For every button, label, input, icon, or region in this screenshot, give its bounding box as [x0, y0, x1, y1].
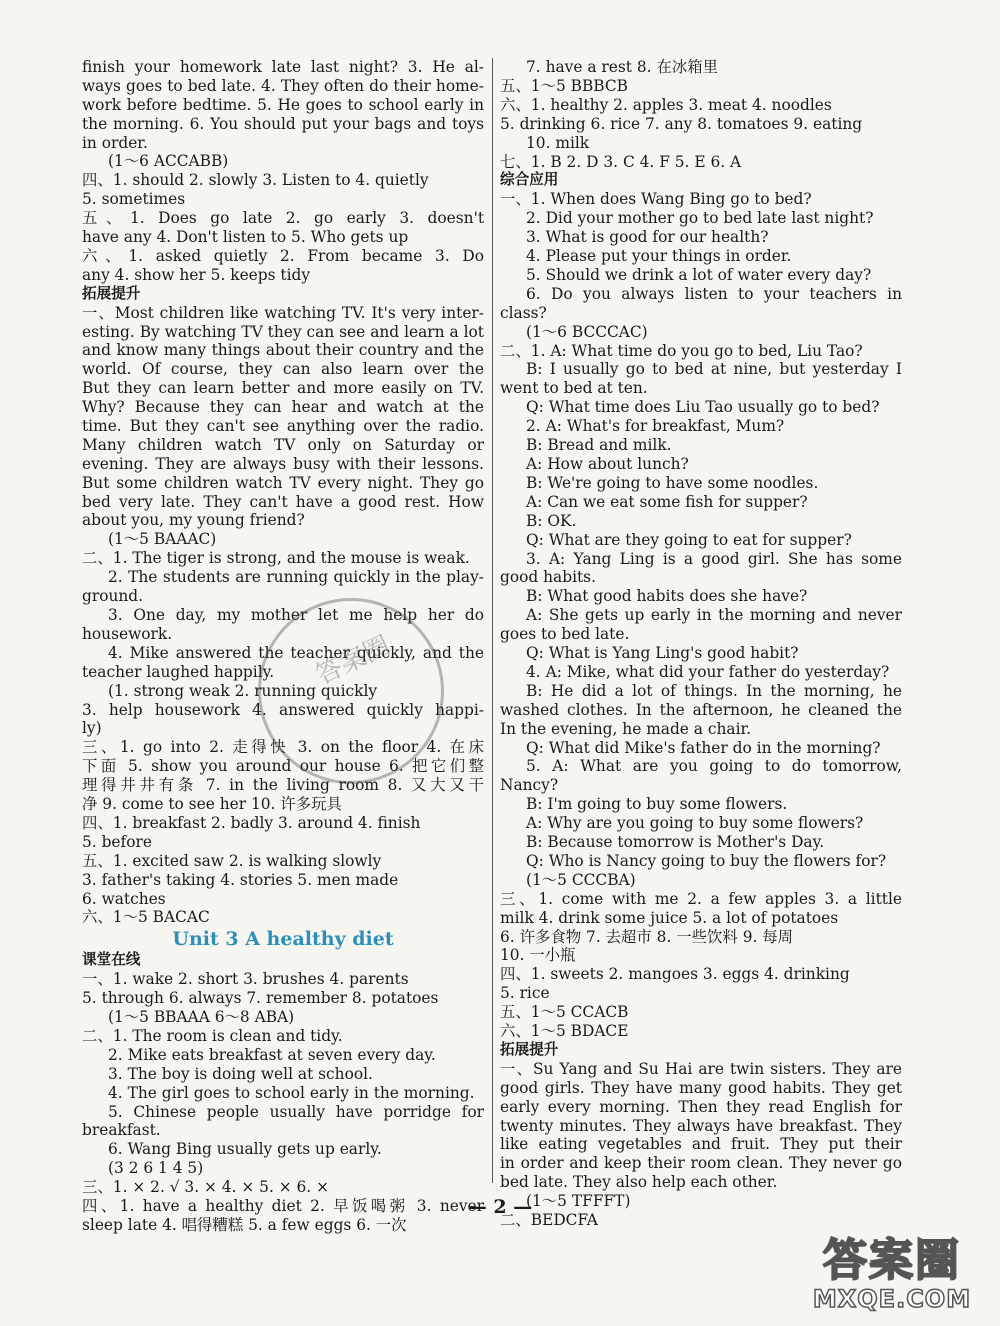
answer-line: 5. drinking 6. rice 7. any 8. tomatoes 9. eating — [500, 114, 863, 133]
answer-line: 五、1～5 CCACB — [500, 1003, 629, 1022]
answer-line: bed very late. They can't have a good rest. How — [82, 492, 484, 511]
answer-line: 6. Do you always listen to your teachers in — [526, 284, 902, 303]
answer-line: breakfast. — [82, 1121, 161, 1140]
answer-line: 七、1. B 2. D 3. C 4. F 5. E 6. A — [500, 152, 742, 171]
answer-line: A: Why are you going to buy some flowers? — [526, 814, 864, 833]
unit-title: Unit 3 A healthy diet — [172, 928, 394, 951]
answer-line: 3. One day, my mother let me help her do — [108, 606, 484, 624]
answer-line: (1～5 TFFFT) — [526, 1192, 631, 1211]
answer-line: 5. before — [82, 832, 152, 851]
answer-line: 五、1. Does go late 2. go early 3. doesn't — [82, 209, 484, 228]
answer-line: 六、1～5 BDACE — [500, 1022, 629, 1041]
answer-line: 六、1. healthy 2. apples 3. meat 4. noodles — [500, 95, 832, 114]
answer-line: (1～5 BAAAC) — [108, 530, 217, 549]
answer-line: (1. strong weak 2. running quickly — [108, 681, 378, 700]
answer-line: 6. 许多食物 7. 去超市 8. 一些饮料 9. 每周 — [500, 927, 794, 946]
section-heading: 综合应用 — [500, 171, 559, 189]
answer-line: 2. Mike eats breakfast at seven every day. — [108, 1045, 436, 1064]
answer-line: finish your homework late last night? 3. He al- — [82, 58, 484, 76]
answer-line: in order. — [82, 133, 148, 152]
answer-line: A: Can we eat some fish for supper? — [526, 492, 808, 511]
answer-line: bed late. They also help each other. — [500, 1173, 778, 1192]
answer-line: Q: What is Yang Ling's good habit? — [526, 644, 799, 663]
stamp-text: 答案圈 — [311, 630, 395, 691]
answer-line: 三、1. go into 2. 走得快 3. on the floor 4. 在床 — [82, 738, 484, 757]
answer-line: Q: What did Mike's father do in the morning? — [526, 738, 881, 757]
answer-line: (3 2 6 1 4 5) — [108, 1159, 204, 1178]
answer-line: 3. A: Yang Ling is a good girl. She has some — [526, 549, 902, 568]
answer-line: 3. The boy is doing well at school. — [108, 1064, 373, 1083]
answer-line: housework. — [82, 624, 173, 643]
section-heading: 拓展提升 — [500, 1041, 559, 1058]
answer-line: A: How about lunch? — [526, 455, 689, 473]
answer-line: 3. What is good for our health? — [526, 228, 769, 247]
answer-line: ground. — [82, 587, 144, 606]
answer-line: 四、1. should 2. slowly 3. Listen to 4. quietly — [82, 171, 429, 190]
answer-line: 四、1. have a healthy diet 2. 早饭喝粥 3. never — [82, 1197, 484, 1216]
answer-line: good girls. They have many good habits. They get — [500, 1078, 902, 1097]
answer-line: and know many things about their country and the — [82, 341, 484, 360]
answer-line: Q: Who is Nancy going to buy the flowers for? — [526, 851, 887, 870]
answer-line: 一、Most children like watching TV. It's very inter- — [82, 303, 484, 322]
answer-line: 5. sometimes — [82, 190, 186, 209]
page-number: — 2 — — [467, 1196, 533, 1218]
answer-line: In the evening, he made a chair. — [500, 719, 752, 738]
column-divider — [492, 58, 493, 1183]
answer-line: in order and keep their room clean. They never go — [500, 1154, 902, 1173]
answer-line: went to bed at ten. — [500, 379, 648, 398]
answer-line: 4. Mike answered the teacher quickly, and the — [108, 643, 484, 662]
watermark-main: 答案圈 — [823, 1235, 961, 1286]
answer-line: But some children watch TV every night. They go — [82, 473, 484, 492]
answer-line: teacher laughed happily. — [82, 662, 275, 681]
answer-line: good habits. — [500, 568, 596, 587]
answer-line: 3. help housework 4. answered quickly happi- — [82, 700, 484, 719]
answer-line: 一、1. wake 2. short 3. brushes 4. parents — [82, 970, 409, 989]
answer-line: class? — [500, 303, 547, 322]
answer-line: sleep late 4. 唱得糟糕 5. a few eggs 6. 一次 — [82, 1215, 407, 1234]
answer-line: 下面 5. show you around our house 6. 把它们整 — [82, 757, 484, 776]
answer-line: (1～5 BBAAA 6～8 ABA) — [108, 1008, 295, 1027]
answer-line: (1～6 ACCABB) — [108, 152, 229, 171]
answer-line: B: Bread and milk. — [526, 436, 672, 455]
answer-line: 净 9. come to see her 10. 许多玩具 — [82, 794, 342, 813]
answer-line: time. But they can't see anything over the radio. — [82, 417, 484, 436]
answer-line: about you, my young friend? — [82, 511, 305, 530]
answer-line: 五、1. excited saw 2. is walking slowly — [82, 851, 382, 870]
answer-line: 5. Chinese people usually have porridge for — [108, 1102, 484, 1121]
answer-line: (1～5 CCCBA) — [526, 870, 636, 889]
answer-line: 二、BEDCFA — [500, 1211, 598, 1230]
answer-line: B: What good habits does she have? — [526, 587, 808, 606]
answer-line: ly) — [82, 719, 102, 738]
answer-line: the morning. 6. You should put your bags and toys — [82, 114, 484, 133]
answer-line: B: OK. — [526, 511, 577, 530]
answer-line: 5. Should we drink a lot of water every day? — [526, 265, 872, 284]
answer-line: goes to bed late. — [500, 625, 630, 644]
answer-line: 7. have a rest 8. 在冰箱里 — [526, 58, 719, 76]
answer-line: milk 4. drink some juice 5. a lot of potatoes — [500, 908, 839, 927]
section-heading: 拓展提升 — [82, 284, 141, 302]
answer-line: 三、1. come with me 2. a few apples 3. a little — [500, 889, 902, 908]
answer-line: 一、1. When does Wang Bing go to bed? — [500, 190, 812, 209]
answer-line: evening. They are always busy with their lessons. — [82, 454, 484, 473]
answer-line: 二、1. The room is clean and tidy. — [82, 1026, 343, 1045]
answer-line: like eating vegetables and fruit. They put their — [500, 1135, 902, 1154]
answer-line: ways goes to bed late. 4. They often do their home- — [82, 76, 484, 95]
answer-line: 5. through 6. always 7. remember 8. potatoes — [82, 989, 439, 1008]
answer-line: 6. Wang Bing usually gets up early. — [108, 1140, 382, 1159]
answer-line: work before bedtime. 5. He goes to school early in — [82, 95, 484, 114]
answer-line: 二、1. The tiger is strong, and the mouse is weak. — [82, 549, 470, 568]
answer-line: B: Because tomorrow is Mother's Day. — [526, 833, 825, 852]
answer-line: B: We're going to have some noodles. — [526, 473, 819, 492]
watermark-sub: MXQE.COM — [812, 1285, 972, 1313]
answer-line: 5. A: What are you going to do tomorrow, — [526, 757, 902, 776]
answer-line: B: He did a lot of things. In the morning, he — [526, 681, 902, 700]
answer-line: early every morning. Then they read English for — [500, 1097, 902, 1116]
answer-line: 10. 一小瓶 — [500, 946, 576, 965]
answer-line: 五、1～5 BBBCB — [500, 76, 628, 95]
answer-line: Q: What time does Liu Tao usually go to bed? — [526, 398, 880, 417]
answer-line: 3. father's taking 4. stories 5. men made — [82, 870, 399, 889]
answer-line: Nancy? — [500, 776, 559, 795]
answer-line: 6. watches — [82, 889, 166, 908]
answer-line: any 4. show her 5. keeps tidy — [82, 265, 311, 284]
answer-line: But they can learn better and more easily on TV. — [82, 379, 484, 398]
answer-line: world. Of course, they can also learn over the — [82, 360, 484, 379]
answer-line: have any 4. Don't listen to 5. Who gets up — [82, 228, 409, 247]
answer-line: 六、1. asked quietly 2. From became 3. Do — [82, 246, 484, 265]
answer-line: 5. rice — [500, 984, 550, 1003]
answer-line: 三、1. × 2. √ 3. × 4. × 5. × 6. × — [82, 1178, 329, 1197]
answer-line: A: She gets up early in the morning and never — [526, 606, 902, 625]
answer-line: (1～6 BCCCAC) — [526, 322, 648, 341]
answer-line: 2. A: What's for breakfast, Mum? — [526, 417, 785, 436]
answer-line: B: I'm going to buy some flowers. — [526, 795, 788, 814]
answer-line: Many children watch TV only on Saturday or — [82, 435, 484, 454]
answer-line: 四、1. breakfast 2. badly 3. around 4. finish — [82, 813, 421, 832]
watermark-logo — [792, 1236, 992, 1320]
answer-line: 六、1～5 BACAC — [82, 908, 210, 927]
answer-line: Q: What are they going to eat for supper? — [526, 530, 852, 549]
answer-line: B: I usually go to bed at nine, but yesterday I — [526, 360, 902, 379]
answer-line: 理得井井有条 7. in the living room 8. 又大又干 — [82, 776, 484, 795]
right-column — [500, 58, 902, 1230]
answer-line: esting. By watching TV they can see and learn a lot — [82, 322, 484, 341]
answer-line: 4. The girl goes to school early in the morning. — [108, 1083, 475, 1102]
answer-line: 一、Su Yang and Su Hai are twin sisters. They are — [500, 1059, 902, 1078]
answer-line: 四、1. sweets 2. mangoes 3. eggs 4. drinking — [500, 965, 850, 984]
answer-line: washed clothes. In the afternoon, he cleaned the — [500, 700, 902, 719]
answer-line: twenty minutes. They always have breakfast. They — [500, 1116, 902, 1135]
answer-line: Why? Because they can hear and watch at the — [82, 398, 484, 417]
answer-line: 10. milk — [526, 133, 590, 152]
answer-line: 4. A: Mike, what did your father do yesterday? — [526, 662, 890, 681]
answer-line: 4. Please put your things in order. — [526, 247, 792, 266]
answer-line: 2. The students are running quickly in the play- — [108, 568, 484, 587]
answer-line: 二、1. A: What time do you go to bed, Liu Tao? — [500, 341, 863, 360]
section-heading: 课堂在线 — [82, 951, 141, 969]
answer-line: 2. Did your mother go to bed late last night? — [526, 209, 874, 228]
